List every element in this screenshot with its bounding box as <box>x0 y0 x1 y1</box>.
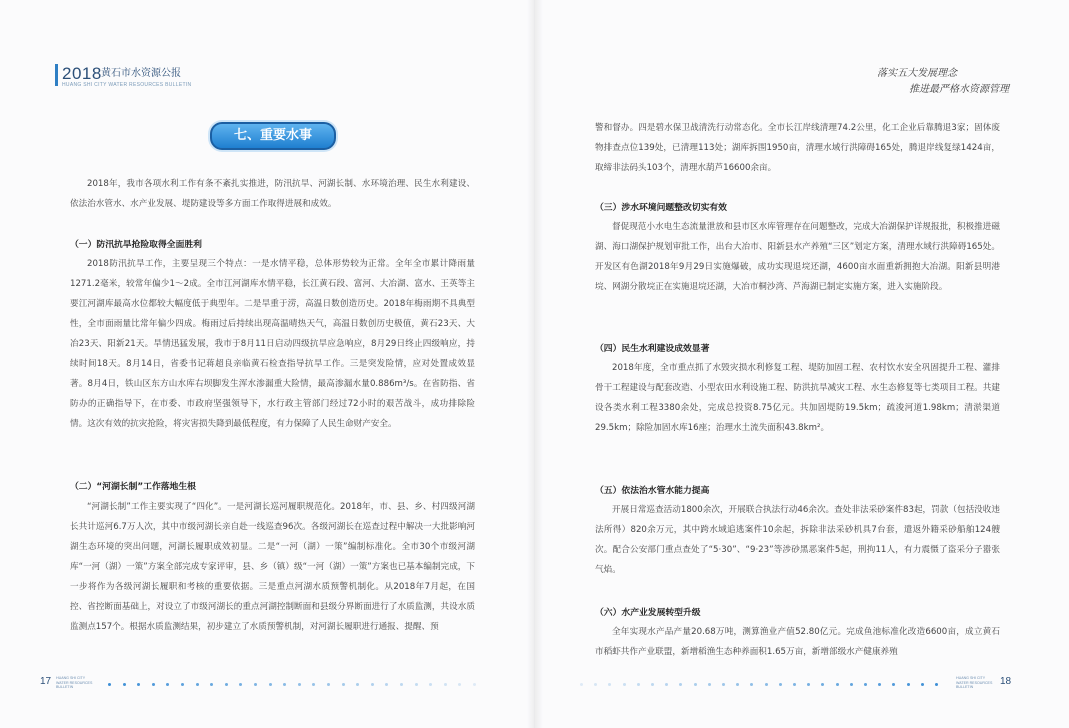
footer-dot <box>298 683 301 686</box>
footer-dot <box>196 683 199 686</box>
footer-dot <box>283 683 286 686</box>
footer-dot <box>779 683 782 686</box>
footer-dot <box>137 683 140 686</box>
heading-livelihood: （四）民生水利建设成效显著 <box>595 344 710 354</box>
footer-dot <box>679 683 682 686</box>
heading-aquaculture: （六）水产业发展转型升级 <box>595 608 701 618</box>
header-accent-bar <box>55 64 58 86</box>
page-number-left: 17 <box>40 676 52 687</box>
footer-dot <box>892 683 895 686</box>
paragraph-river-chief: “河湖长制”工作主要实现了“四化”。一是河湖长巡河履职规范化。2018年，市、县、乡、村四级河湖长共计巡河6.7万人次，其中市级河湖长亲自赴一线巡查96次。各级河湖长在巡查过程中解决一大批影响河湖生态环境的突出问题，河湖长履职成效初显。二是“一河（湖）一策”编制标准化。全市30个市级河湖库“一河（湖）一策”方案全部完成专家评审，县、乡（镇）级“一河（湖）一策”方案也已基本编制完成，下一步将作为各级河湖长履职和考核的重要依据。三是重点河湖水质预警机制化。从2018年7月起，在国控、省控断面基础上，对设立了市级河湖长的重点河湖控制断面和县级分界断面进行了水质监测，共设水质监测点157个。根据水质监测结果，初步建立了水质预警机制，对河湖长履职进行通报、提醒、预 <box>70 502 475 632</box>
footer-dot <box>166 683 169 686</box>
footer-dot <box>793 683 796 686</box>
footer-dot <box>921 683 924 686</box>
footer-dot <box>123 683 126 686</box>
footer-dot <box>864 683 867 686</box>
footer-dot <box>623 683 626 686</box>
footer-dot <box>385 683 388 686</box>
footer-dot <box>152 683 155 686</box>
paragraph-aquaculture: 全年实现水产品产量20.68万吨，测算渔业产值52.80亿元。完成鱼池标准化改造6600亩，成立黄石市稻虾共作产业联盟，新增稻渔生态种养面积1.65万亩，新增部级水产健康养殖 <box>595 627 1000 657</box>
paragraph-continued: 警和督办。四是碧水保卫战清洗行动常态化。全市长江岸线清理74.2公里，化工企业后靠腾退3家；固体废物排查点位139处，已清理113处；湖库拆围1950亩，清理水域行洪障碍165处，腾退岸线复绿1424亩，取缔非法码头103个，清理水葫芦16600余亩。 <box>595 123 1000 173</box>
footer-tag-left: HUANG SHI CITY WATER RESOURCES BULLETIN <box>56 676 93 689</box>
header-slogan-1: 落实五大发展理念 <box>877 68 957 79</box>
footer-dot <box>594 683 597 686</box>
footer-dots-right <box>580 683 950 687</box>
footer-dot <box>371 683 374 686</box>
footer-dot <box>181 683 184 686</box>
intro-paragraph: 2018年，我市各项水利工作有条不紊扎实推进，防汛抗旱、河湖长制、水环境治理、民生水利建设、依法治水管水、水产业发展、堤防建设等多方面工作取得进展和成效。 <box>70 179 475 209</box>
heading-environment: （三）涉水环境问题整改切实有效 <box>595 203 727 213</box>
footer-dot <box>356 683 359 686</box>
paragraph-environment: 督促现范小水电生态流量泄放和县市区水库管理存在问题整改，完成大冶湖保护详规报批，积极推进磁湖、海口湖保护规划审批工作，出台大冶市、阳新县水产养殖“三区”划定方案，清理水域行洪障碍165处。开发区有色湖2018年9月29日实施爆破，成功实现退垸还湖，4600亩水面重新拥抱大冶湖。阳新县明港垸、网湖分散垸正在实施退垸还湖，大冶市桐沙湾、芦海湖已制定实施方案，进入实施阶段。 <box>595 222 1000 292</box>
footer-dot <box>750 683 753 686</box>
footer-tag-right: HUANG SHI CITY WATER RESOURCES BULLETIN <box>956 676 993 689</box>
footer-dot <box>225 683 228 686</box>
footer-dot <box>878 683 881 686</box>
heading-river-chief: （二）“河湖长制”工作落地生根 <box>70 482 196 492</box>
footer-dot <box>400 683 403 686</box>
header-year: 2018 <box>62 64 102 83</box>
footer-dot <box>254 683 257 686</box>
header-subtitle: HUANG SHI CITY WATER RESOURCES BULLETIN <box>62 82 192 88</box>
paragraph-livelihood: 2018年度，全市重点抓了水毁灾损水利修复工程、堤防加固工程、农村饮水安全巩固提升工程、灌排骨干工程建设与配套改造、小型农田水利设施工程、防洪抗旱减灾工程、水生态修复等七类项目工程。共建设各类水利工程3380余处，完成总投资8.75亿元。共加固堤防19.5km；疏浚河道1.98km；清淤渠道29.5km；除险加固水库16座；治理水土流失面积43.8km²。 <box>595 363 1000 433</box>
footer-dot <box>694 683 697 686</box>
footer-dot <box>821 683 824 686</box>
footer-dot <box>429 683 432 686</box>
footer-dot <box>708 683 711 686</box>
footer-dot <box>458 683 461 686</box>
footer-dots-left <box>108 683 488 687</box>
section-title: 七、重要水事 <box>210 122 336 150</box>
footer-dot <box>269 683 272 686</box>
paragraph-law-enforcement: 开展日常巡查活动1800余次，开展联合执法行动46余次。查处非法采砂案件83起，罚款（包括没收违法所得）820余万元，其中跨水域追逃案件10余起，拆除非法采砂机具7台套，遣返外籍采砂船舶124艘次。配合公安部门重点查处了“5·30”、“9·23”等涉砂黑恶案件5起，刑拘11人，有力震慑了盗采分子嚣张气焰。 <box>595 505 1000 575</box>
footer-dot <box>327 683 330 686</box>
footer-dot <box>850 683 853 686</box>
footer-dot <box>807 683 810 686</box>
footer-dot <box>239 683 242 686</box>
footer-dot <box>736 683 739 686</box>
footer-dot <box>415 683 418 686</box>
footer-dot <box>935 683 938 686</box>
footer-dot <box>608 683 611 686</box>
footer-dot <box>342 683 345 686</box>
footer-dot <box>108 683 111 686</box>
header-slogan-2: 推进最严格水资源管理 <box>909 84 1009 95</box>
footer-dot <box>651 683 654 686</box>
footer-dot <box>210 683 213 686</box>
footer-dot <box>637 683 640 686</box>
footer-dot <box>312 683 315 686</box>
heading-flood-control: （一）防汛抗旱抢险取得全面胜利 <box>70 240 202 250</box>
footer-dot <box>836 683 839 686</box>
footer-dot <box>722 683 725 686</box>
paragraph-flood-control: 2018防汛抗旱工作，主要呈现三个特点：一是水情平稳，总体形势较为正常。全年全市累计降雨量1271.2毫米，较常年偏少1～2成。全市江河湖库水情平稳，长江黄石段、富河、大冶湖、富水、王英等主要江河湖库最高水位都较大幅度低于典型年。二是旱重于涝，高温日数创造历史。2018年梅雨期不具典型性，全市面雨量比常年偏少四成。梅雨过后持续出现高温晴热天气，高温日数创历史极值，黄石23天、大冶23天、阳新21天。旱情迅猛发展，我市于8月11日启动四级抗旱应急响应，8月29日终止四级响应，持续时间18天。8月14日，省委书记蒋超良亲临黄石检查指导抗旱工作。三是突发险情，应对处置成效显著。8月4日，铁山区东方山水库右坝脚发生浑水渗漏重大险情，最高渗漏水量0.886m³/s。在省防指、省防办的正确指导下，在市委、市政府坚强领导下，水行政主管部门经过72小时的艰苦战斗，成功排除险情。这次有效的抗灾抢险，将灾害损失降到最低程度，有力保障了人民生命财产安全。 <box>70 259 475 429</box>
footer-dot <box>580 683 583 686</box>
header-title: 黄石市水资源公报 <box>101 68 181 79</box>
page-number-right: 18 <box>1000 676 1012 687</box>
footer-dot <box>907 683 910 686</box>
footer-dot <box>665 683 668 686</box>
footer-dot <box>444 683 447 686</box>
heading-law-enforcement: （五）依法治水管水能力提高 <box>595 486 710 496</box>
footer-dot <box>765 683 768 686</box>
page-gutter <box>527 0 543 728</box>
footer-dot <box>473 683 476 686</box>
